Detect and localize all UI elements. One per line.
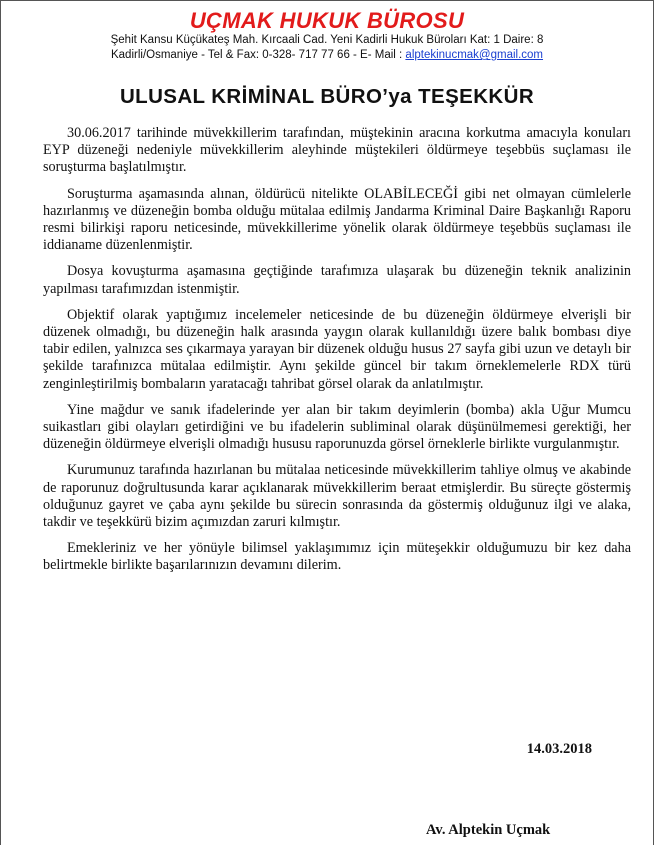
email-link[interactable]: alptekinucmak@gmail.com	[405, 49, 544, 61]
paragraph-3: Dosya kovuşturma aşamasına geçtiğinde tarafımıza ulaşarak bu düzeneğin teknik analizinin yapılması tarafımızdan istenmiştir.	[43, 263, 631, 297]
letter-body	[43, 125, 631, 584]
paragraph-5: Yine mağdur ve sanık ifadelerinde yer alan bir takım deyimlerin (bomba) akla Uğur Mumcu suikastları gibi olayları getirdiğini ve bu ifadelerin subliminal olarak düşünülmemesi gerektiği, her düzeneğin öldürmeye elverişli olmadığı hususu raporunuzda görsel örneklerle birlikte vurgulanmıştır.	[43, 401, 631, 453]
letterhead	[1, 1, 653, 63]
signature-name: Av. Alptekin Uçmak	[426, 822, 551, 838]
address-line-1: Şehit Kansu Küçükateş Mah. Kırcaali Cad. Yeni Kadirli Hukuk Büroları Kat: 1 Daire: 8	[110, 34, 544, 46]
letter-title: ULUSAL KRİMİNAL BÜRO’ya TEŞEKKÜR	[119, 85, 535, 108]
address-line-2	[1, 48, 653, 63]
firm-name: UÇMAK HUKUK BÜROSU	[189, 8, 465, 33]
paragraph-2: Soruşturma aşamasında alınan, öldürücü nitelikte OLABİLECEĞİ gibi net olmayan cümlelerle hazırlanmış ve düzeneğin bomba olduğu mütalaa edilmiş Jandarma Kriminal Daire Başkanlığı Raporu resmi bilirkişi raporu neticesinde, müvekkillerime yönelik olarak öldürmeye teşebbüs suçlaması ile iddianame düzenlenmiştir.	[43, 185, 631, 254]
paragraph-1: 30.06.2017 tarihinde müvekkillerim tarafından, müştekinin aracına korkutma amacıyla konuları EYP düzeneği nedeniyle müvekkillerim aleyhinde müştekileri öldürmeye teşebbüs suçlaması ile soruşturma başlatılmıştır.	[43, 125, 631, 176]
letter-date: 14.03.2018	[526, 741, 592, 757]
paragraph-7: Emekleriniz ve her yönüyle bilimsel yaklaşımımız için müteşekkir olduğumuzu bir kez daha belirtmekle birlikte başarılarınızın devamını dilerim.	[43, 540, 631, 574]
paragraph-4: Objektif olarak yaptığımız incelemeler neticesinde de bu düzeneğin öldürmeye elverişli bir düzenek olmadığı, bu düzeneğin halk arasında yaygın olarak kullanıldığı üzere balık bombası diye tabir edilen, yalnızca ses çıkarmaya yarayan bir düzenek olduğu husus 27 sayfa gibi uzun ve detaylı bir şekilde tarafınızca mütalaa edilmiştir. Aynı şekilde güncel bir takım örneklemelerle RDX türü zenginleştirilmiş bombaların yaratacağı tahribat görsel olarak da anlatılmıştır.	[43, 306, 631, 392]
paragraph-6: Kurumunuz tarafında hazırlanan bu mütalaa neticesinde müvekkillerim tahliye olmuş ve akabinde de raporunuz doğrultusunda karar açıklanarak müvekkillerim beraat etmişlerdir. Bu süreçte göstermiş olduğunuz gayret ve çaba aynı şekilde bu sürecin sonrasında da göstermiş olduğunuz ilgi ve alaka, takdir ve teşekkürü bizim açımızdan zaruri kılmıştır.	[43, 462, 631, 531]
address-contact: Kadirli/Osmaniye - Tel & Fax: 0-328- 717 77 66 - E- Mail :	[110, 49, 406, 61]
